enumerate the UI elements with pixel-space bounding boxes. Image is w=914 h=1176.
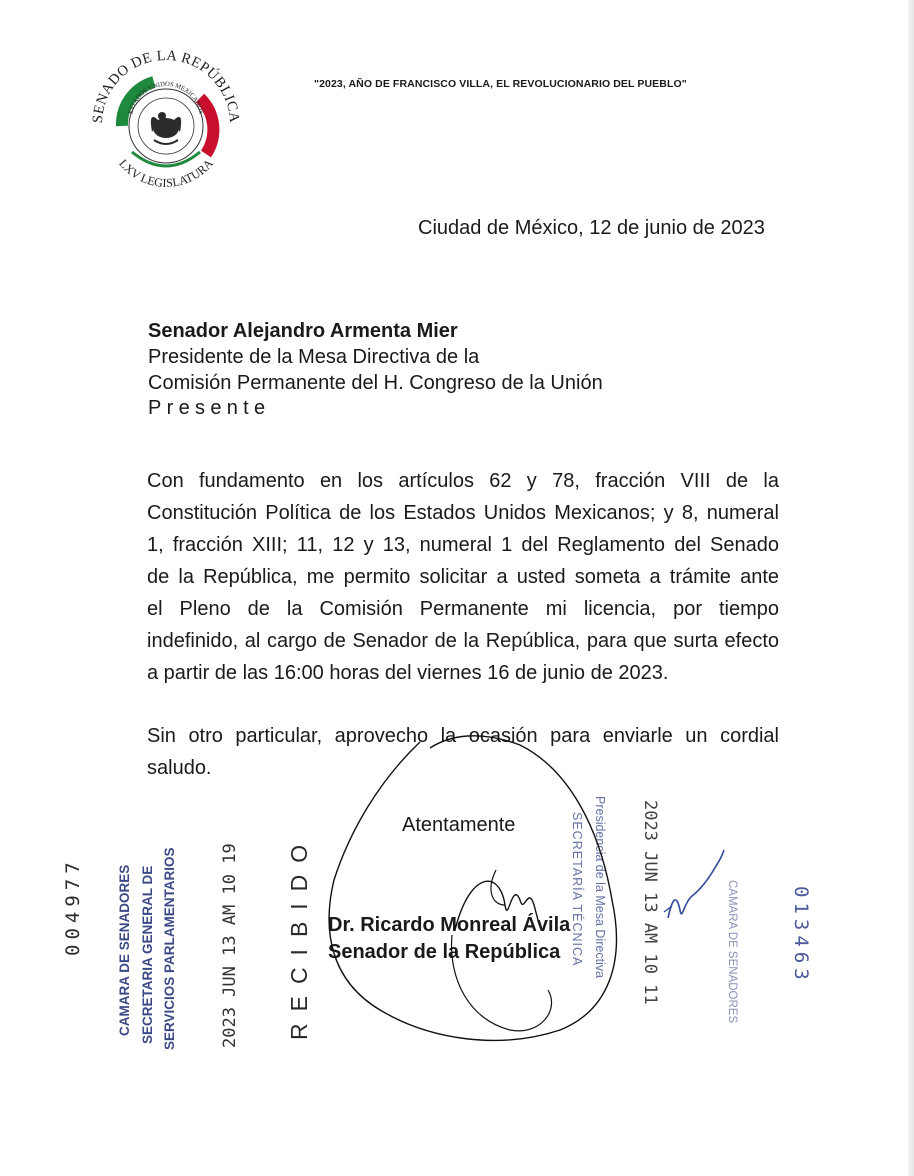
closing-text: Atentamente: [402, 814, 516, 836]
right-stamp-line-3: CAMARA DE SENADORES: [726, 880, 738, 1024]
signer-name: Dr. Ricardo Monreal Ávila: [328, 914, 571, 936]
recipient-line-3: Presente: [148, 397, 271, 419]
recipient-line-2: Comisión Permanente del H. Congreso de la Unión: [148, 372, 603, 394]
seal-text-bottom: LXV LEGISLATURA: [116, 156, 216, 190]
signer-title: Senador de la República: [328, 941, 561, 963]
body-line: de la República, me permito solicitar a usted someta a trámite ante: [147, 566, 779, 588]
recipient-name: Senador Alejandro Armenta Mier: [148, 320, 458, 342]
closing-line: Sin otro particular, aprovecho la ocasión para enviarle un cordial: [147, 725, 779, 747]
body-line: el Pleno de la Comisión Permanente mi licencia, por tiempo: [147, 598, 779, 620]
svg-text:LXV LEGISLATURA: [116, 156, 216, 190]
body-line: Constitución Política de los Estados Unidos Mexicanos; y 8, numeral: [147, 502, 779, 524]
body-line: indefinido, al cargo de Senador de la República, para que surta efecto: [147, 630, 779, 652]
seal-text-top: SENADO DE LA REPÚBLICA: [89, 47, 243, 124]
left-stamp-line-1: CAMARA DE SENADORES: [117, 864, 132, 1036]
place-date: Ciudad de México, 12 de junio de 2023: [418, 217, 765, 239]
page-edge-shadow: [908, 0, 914, 1176]
senate-seal-logo: [88, 40, 244, 196]
seal-text-inner: ESTADOS UNIDOS MEXICANOS: [127, 80, 205, 115]
left-stamp-datetime: 2023 JUN 13 AM 10 19: [220, 843, 240, 1048]
body-line: Con fundamento en los artículos 62 y 78, fracción VIII de la: [147, 470, 779, 492]
left-stamp-line-3: SERVICIOS PARLAMENTARIOS: [162, 847, 177, 1050]
body-line: a partir de las 16:00 horas del viernes 16 de junio de 2023.: [147, 662, 669, 684]
year-motto: "2023, AÑO DE FRANCISCO VILLA, EL REVOLUCIONARIO DEL PUEBLO": [314, 78, 687, 90]
left-stamp-line-2: SECRETARIA GENERAL DE: [140, 865, 155, 1044]
recipient-line-1: Presidente de la Mesa Directiva de la: [148, 346, 480, 368]
received-stamp: RECIBIDO: [286, 832, 312, 1040]
closing-line: saludo.: [147, 757, 212, 779]
right-stamp-datetime: 2023 JUN 13 AM 10 11: [640, 800, 660, 1005]
right-stamp-line-1: Presidencia de la Mesa Directiva: [593, 796, 607, 979]
right-stamp-line-2: SECRETARÍA TÉCNICA: [570, 812, 584, 967]
right-folio-stamp: 013463: [790, 886, 812, 985]
left-folio-stamp: 004977: [62, 857, 84, 956]
body-line: 1, fracción XIII; 11, 12 y 13, numeral 1 del Reglamento del Senado: [147, 534, 779, 556]
